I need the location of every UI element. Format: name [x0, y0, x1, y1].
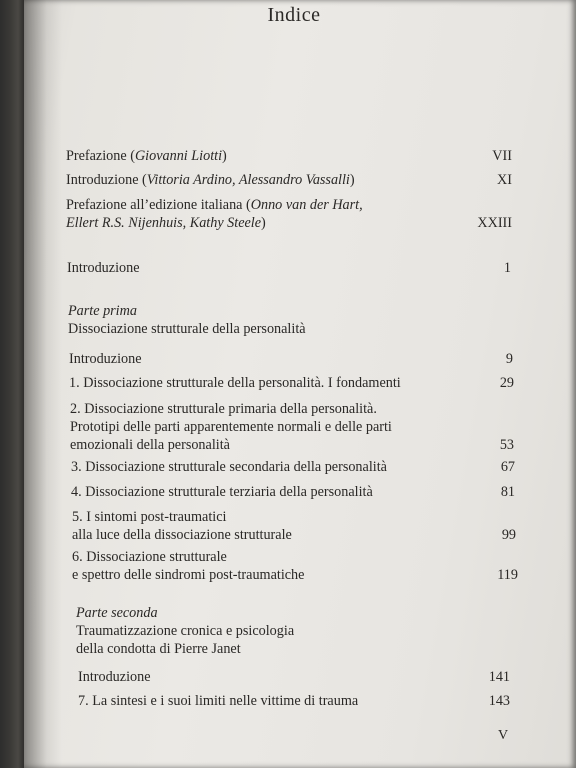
part-title: della condotta di Pierre Janet [76, 641, 241, 657]
toc-entry: 5. I sintomi post-traumatici alla luce della dissociazione strutturale 99 [72, 509, 516, 543]
part-title: Traumatizzazione cronica e psicologia [76, 623, 295, 639]
page-title: Indice [267, 4, 321, 26]
toc-entry: 2. Dissociazione strutturale primaria della personalità. Prototipi delle parti apparentemente normali e delle parti emozionali della personalità 53 [70, 401, 514, 453]
part-one-heading [68, 302, 508, 338]
toc-entry: 3. Dissociazione strutturale secondaria della personalità 67 [71, 459, 515, 475]
page-number: 9 [505, 351, 513, 367]
page-number: VII [492, 148, 512, 164]
page-number: 141 [488, 669, 510, 685]
part-title: Dissociazione strutturale della personalità [68, 321, 306, 337]
part-label: Parte prima [68, 303, 137, 319]
page-number: 119 [497, 567, 518, 583]
toc-entry-introduzione-ardino: Introduzione (Vittoria Ardino, Alessandro Vassalli) XI [66, 172, 512, 188]
page-number: 67 [500, 459, 515, 475]
book-page [24, 0, 576, 768]
page-number: 1 [503, 260, 511, 276]
page-number: 143 [488, 693, 510, 709]
page-number: XXIII [477, 215, 512, 231]
page-folio: V [498, 728, 509, 743]
part-two-heading [76, 604, 516, 658]
page-number: 81 [500, 484, 515, 500]
page-number: 29 [499, 375, 514, 391]
toc-entry-prefazione-edizione-italiana: Prefazione all’edizione italiana (Onno van der Hart, Ellert R.S. Nijenhuis, Kathy Steele) XXIII [66, 197, 512, 231]
toc-entry: 1. Dissociazione strutturale della personalità. I fondamenti 29 [69, 375, 514, 391]
toc-entry-prefazione: Prefazione (Giovanni Liotti) VII [66, 148, 512, 164]
page-number: 53 [499, 437, 514, 453]
part-label: Parte seconda [76, 605, 158, 621]
toc-entry: 6. Dissociazione strutturale e spettro delle sindromi post-traumatiche 119 [72, 549, 518, 583]
toc-entry: Introduzione 141 [78, 669, 510, 685]
page-number: XI [497, 172, 512, 188]
toc-entry: 4. Dissociazione strutturale terziaria della personalità 81 [71, 484, 515, 500]
toc-entry-introduzione: Introduzione 1 [67, 260, 511, 276]
toc-entry: Introduzione 9 [69, 351, 513, 367]
page-number: 99 [501, 527, 516, 543]
toc-entry: 7. La sintesi e i suoi limiti nelle vittime di trauma 143 [78, 693, 510, 709]
